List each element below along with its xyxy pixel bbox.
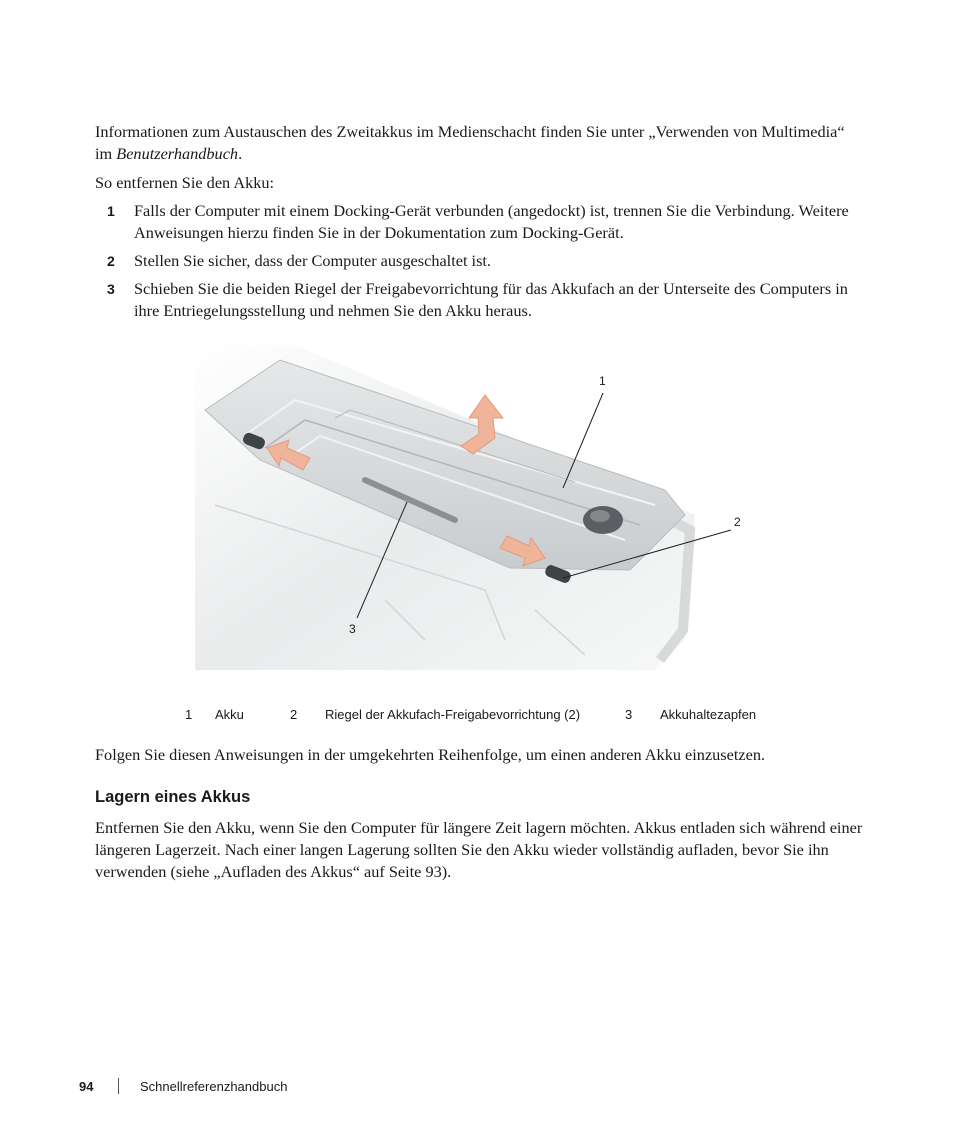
step-text: Schieben Sie die beiden Riegel der Freigabevorrichtung für das Akkufach an der Unterseite des Computers in ihre Entriegelungsstellung und nehmen Sie den Akku heraus. — [134, 279, 848, 320]
storage-text: Entfernen Sie den Akku, wenn Sie den Computer für längere Zeit lagern möchten. Akkus entladen sich während einer längeren Lagerzeit. Nach einer langen Lagerung sollten Sie den Akku wieder vollständig aufladen, bevor Sie ihn verwenden (siehe „Aufladen des Akkus“ auf Seite 93). — [95, 818, 863, 881]
footer-separator — [118, 1078, 119, 1094]
step-2 — [95, 250, 865, 272]
callout-label: 1 — [599, 374, 606, 388]
intro-text: Informationen zum Austauschen des Zweitakkus im Medienschacht finden Sie unter „Verwenden von Multimedia“ im — [95, 122, 845, 163]
page-number: 94 — [79, 1079, 94, 1094]
legend-number: 3 — [625, 707, 633, 722]
legend-number: 2 — [290, 707, 298, 722]
callout-label: 2 — [734, 515, 741, 529]
legend-label: Riegel der Akkufach-Freigabevorrichtung (2) — [325, 707, 581, 722]
reinsert-paragraph — [95, 744, 865, 766]
step-number: 2 — [107, 253, 115, 269]
section-heading: Lagern eines Akkus — [95, 788, 251, 806]
step-number: 3 — [107, 281, 115, 297]
step-text: Falls der Computer mit einem Docking-Gerät verbunden (angedockt) ist, trennen Sie die Verbindung. Weitere Anweisungen hierzu finden Sie in der Dokumentation zum Docking-Gerät. — [134, 201, 849, 242]
step-number: 1 — [107, 203, 115, 219]
step-3 — [95, 278, 865, 322]
callout-label: 3 — [349, 622, 356, 636]
reinsert-text: Folgen Sie diesen Anweisungen in der umgekehrten Reihenfolge, um einen anderen Akku einzusetzen. — [95, 745, 766, 764]
footer-title: Schnellreferenzhandbuch — [140, 1079, 288, 1094]
legend-label: Akkuhaltezapfen — [660, 707, 757, 722]
intro-text-end: . — [238, 144, 243, 163]
remove-intro — [95, 172, 865, 194]
step-1 — [95, 200, 865, 244]
battery-removal-illustration — [185, 340, 760, 685]
step-text: Stellen Sie sicher, dass der Computer ausgeschaltet ist. — [134, 251, 492, 270]
manual-reference: Benutzerhandbuch — [116, 144, 239, 163]
illustration-svg — [185, 340, 760, 685]
legend-number: 1 — [185, 707, 193, 722]
intro-paragraph — [95, 121, 865, 165]
storage-paragraph — [95, 817, 865, 883]
remove-intro-text: So entfernen Sie den Akku: — [95, 173, 275, 192]
legend-label: Akku — [215, 707, 244, 722]
